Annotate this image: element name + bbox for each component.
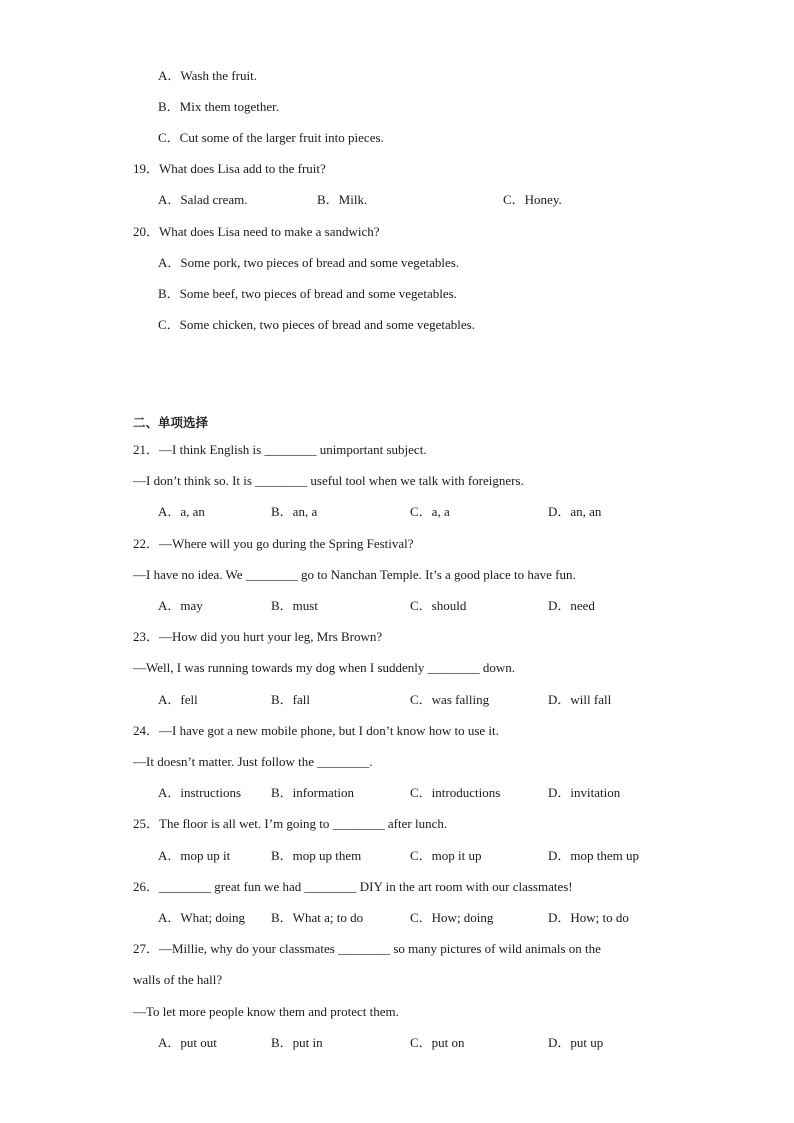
q22-option-a: A．may [158,598,203,613]
q18-option-b: B．Mix them together. [158,99,279,114]
q20-option-c: C．Some chicken, two pieces of bread and some vegetables. [158,317,475,332]
q23-option-a: A．fell [158,692,198,707]
q23-line1: 23．—How did you hurt your leg, Mrs Brown? [133,629,383,644]
q21-option-b: B．an, a [271,504,318,519]
q23-option-d: D．will fall [548,692,612,707]
q22-option-c: C．should [410,598,467,613]
q18-option-a: A．Wash the fruit. [158,68,257,83]
q22-option-b: B．must [271,598,318,613]
q24-option-a: A．instructions [158,785,242,800]
q22-option-d: D．need [548,598,595,613]
q19-option-a: A．Salad cream. [158,192,248,207]
q27-option-d: D．put up [548,1035,604,1050]
q27-option-a: A．put out [158,1035,217,1050]
q25-line1: 25．The floor is all wet. I’m going to ________ after lunch. [133,816,448,831]
q21-line1: 21．—I think English is ________ unimportant subject. [133,442,427,457]
q26-option-c: C．How; doing [410,910,494,925]
q23-line2: —Well, I was running towards my dog when I suddenly ________ down. [133,660,516,675]
q22-line1: 22．—Where will you go during the Spring Festival? [133,536,414,551]
q24-line1: 24．—I have got a new mobile phone, but I don’t know how to use it. [133,723,499,738]
q26-option-a: A．What; doing [158,910,246,925]
q27-option-c: C．put on [410,1035,465,1050]
section-title: 二、单项选择 [133,415,209,430]
q27-line1b: walls of the hall? [133,972,223,987]
q20-stem: 20．What does Lisa need to make a sandwich? [133,224,380,239]
q21-option-d: D．an, an [548,504,602,519]
q21-line2: —I don’t think so. It is ________ useful tool when we talk with foreigners. [133,473,524,488]
q23-option-c: C．was falling [410,692,490,707]
q21-option-a: A．a, an [158,504,205,519]
q25-option-a: A．mop up it [158,848,231,863]
q18-option-c: C．Cut some of the larger fruit into pieces. [158,130,384,145]
q21-option-c: C．a, a [410,504,450,519]
q23-option-b: B．fall [271,692,310,707]
q19-option-c: C．Honey. [503,192,562,207]
q26-option-b: B．What a; to do [271,910,364,925]
q27-line2: —To let more people know them and protect them. [133,1004,399,1019]
q19-stem: 19．What does Lisa add to the fruit? [133,161,326,176]
q24-line2: —It doesn’t matter. Just follow the ________. [133,754,373,769]
q26-line1: 26．________ great fun we had ________ DIY in the art room with our classmates! [133,879,573,894]
q22-line2: —I have no idea. We ________ go to Nanchan Temple. It’s a good place to have fun. [133,567,576,582]
q25-option-d: D．mop them up [548,848,639,863]
q26-option-d: D．How; to do [548,910,629,925]
q27-line1: 27．—Millie, why do your classmates ________ so many pictures of wild animals on the [133,941,601,956]
q24-option-c: C．introductions [410,785,501,800]
q25-option-c: C．mop it up [410,848,482,863]
q20-option-b: B．Some beef, two pieces of bread and some vegetables. [158,286,457,301]
q20-option-a: A．Some pork, two pieces of bread and some vegetables. [158,255,460,270]
q27-option-b: B．put in [271,1035,323,1050]
q19-option-b: B．Milk. [317,192,368,207]
q25-option-b: B．mop up them [271,848,362,863]
q24-option-d: D．invitation [548,785,621,800]
q24-option-b: B．information [271,785,355,800]
